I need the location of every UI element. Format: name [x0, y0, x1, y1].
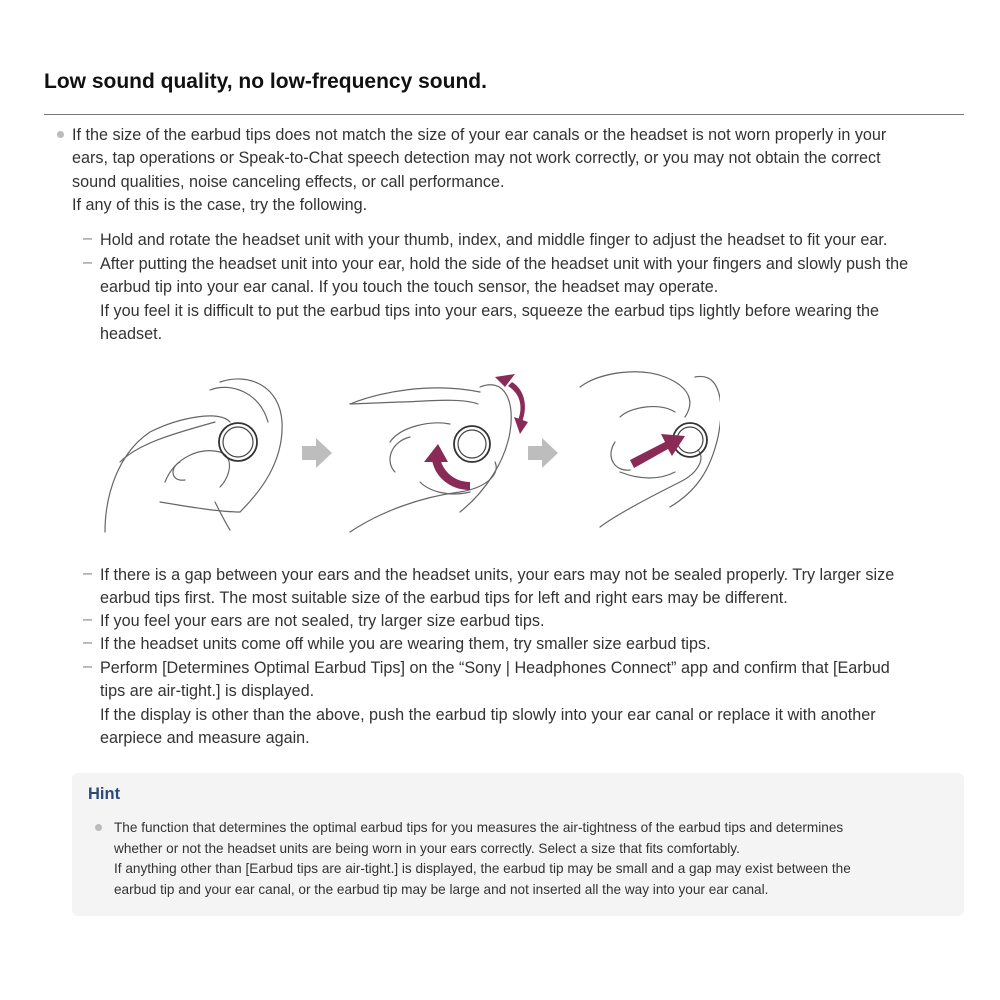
text-line: If the size of the earbud tips does not match the size of your ear canals or the headset is not worn properly in your — [72, 126, 887, 144]
step-text — [100, 657, 970, 751]
text-line: earbud tip into your ear canal. If you touch the touch sensor, the headset may operate. — [100, 278, 719, 297]
step-text — [100, 610, 970, 633]
text-line: If the headset units come off while you are wearing them, try smaller size earbud tips. — [100, 635, 711, 653]
hint-text — [114, 818, 944, 901]
text-line: whether or not the headset units are being worn in your ears correctly. Select a size that fits comfortably. — [114, 840, 740, 856]
dash-marker: – — [83, 253, 93, 271]
dash-marker: – — [83, 564, 93, 582]
dash-marker: – — [83, 229, 93, 247]
text-line: The function that determines the optimal earbud tips for you measures the air-tightness of the earbud tips and determines — [114, 820, 844, 835]
step-text — [100, 633, 970, 656]
dash-marker: – — [83, 633, 93, 651]
panel-push-in — [580, 372, 720, 527]
step-text — [100, 229, 970, 252]
rotate-arrow-icon — [424, 444, 470, 490]
text-line: Hold and rotate the headset unit with your thumb, index, and middle finger to adjust the headset to fit your ear. — [100, 231, 888, 249]
hint-title: Hint — [88, 785, 121, 803]
step-text — [100, 253, 970, 347]
text-line: ears, tap operations or Speak-to-Chat speech detection may not work correctly, or you may not obtain the correct — [72, 149, 881, 168]
text-line: If there is a gap between your ears and the headset units, your ears may not be sealed properly. Try larger size — [100, 566, 895, 584]
page-title: Low sound quality, no low-frequency sound. — [44, 70, 487, 93]
bullet-icon — [95, 824, 102, 831]
text-line: tips are air-tight.] is displayed. — [100, 682, 315, 701]
text-line: If you feel your ears are not sealed, try larger size earbud tips. — [100, 612, 545, 630]
main-bullet-text — [72, 124, 952, 218]
text-line: headset. — [100, 325, 163, 344]
text-line: If the display is other than the above, push the earbud tip slowly into your ear canal or replace it with another — [100, 705, 876, 724]
text-line: Perform [Determines Optimal Earbud Tips] on the “Sony | Headphones Connect” app and confirm that [Earbud — [100, 659, 890, 677]
text-line: earpiece and measure again. — [100, 729, 310, 748]
bullet-icon — [57, 131, 64, 138]
text-line: If any of this is the case, try the following. — [72, 196, 368, 215]
text-line: earbud tip and your ear canal, or the earbud tip may be large and not inserted all the way into your ear canal. — [114, 882, 769, 898]
dash-marker: – — [83, 610, 93, 628]
title-divider — [44, 114, 964, 115]
text-line: If you feel it is difficult to put the earbud tips into your ears, squeeze the earbud tips lightly before wearing the — [100, 301, 879, 320]
text-line: earbud tips first. The most suitable size of the earbud tips for left and right ears may be different. — [100, 589, 788, 608]
earbud-fitting-illustration — [100, 362, 720, 542]
step-arrow-icon — [302, 438, 332, 468]
panel-thumb-rotate — [105, 379, 282, 532]
step-text — [100, 564, 970, 611]
step-arrow-icon — [528, 438, 558, 468]
text-line: sound qualities, noise canceling effects, or call performance. — [72, 172, 505, 191]
text-line: If anything other than [Earbud tips are air-tight.] is displayed, the earbud tip may be small and a gap may exist between the — [114, 861, 851, 877]
dash-marker: – — [83, 657, 93, 675]
text-line: After putting the headset unit into your ear, hold the side of the headset unit with your fingers and slowly push the — [100, 255, 909, 273]
